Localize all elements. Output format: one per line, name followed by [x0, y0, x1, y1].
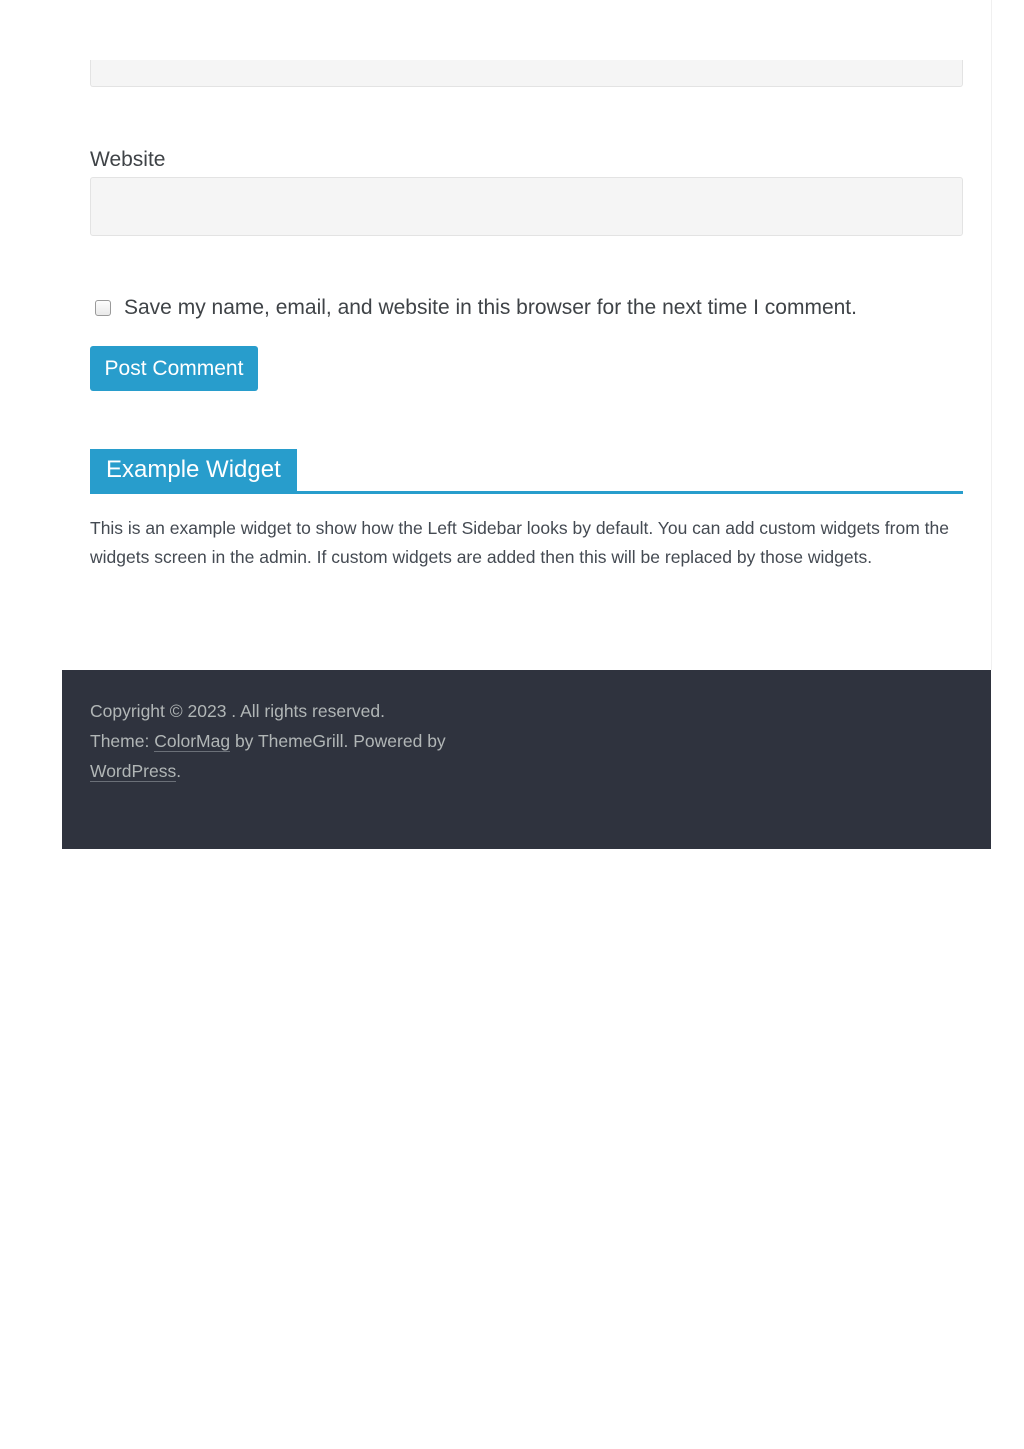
footer-theme-by: by ThemeGrill. Powered by — [230, 731, 446, 751]
widget-text: This is an example widget to show how the Left Sidebar looks by default. You can add custom widgets from the widgets screen in the admin. If custom widgets are added then this will be replaced by those widgets. — [90, 518, 949, 567]
website-label: Website — [90, 148, 166, 171]
footer-suffix: . — [176, 761, 182, 781]
widget-title: Example Widget — [90, 449, 297, 491]
consent-checkbox[interactable] — [95, 300, 111, 316]
footer-copyright: Copyright © 2023 . All rights reserved. — [90, 701, 385, 721]
footer-theme-prefix: Theme: — [90, 731, 155, 751]
footer-credits — [90, 726, 510, 786]
footer-info — [90, 696, 510, 786]
post-comment-button[interactable]: Post Comment — [90, 346, 258, 391]
consent-row[interactable] — [95, 296, 857, 320]
widget-title-bar — [90, 449, 963, 494]
consent-label[interactable]: Save my name, email, and website in this browser for the next time I comment. — [124, 296, 857, 319]
previous-field-input[interactable] — [90, 60, 963, 87]
website-input[interactable] — [90, 177, 963, 236]
site-footer — [62, 670, 991, 849]
wordpress-link[interactable]: WordPress — [90, 761, 177, 781]
colormag-link[interactable]: ColorMag — [154, 731, 231, 751]
